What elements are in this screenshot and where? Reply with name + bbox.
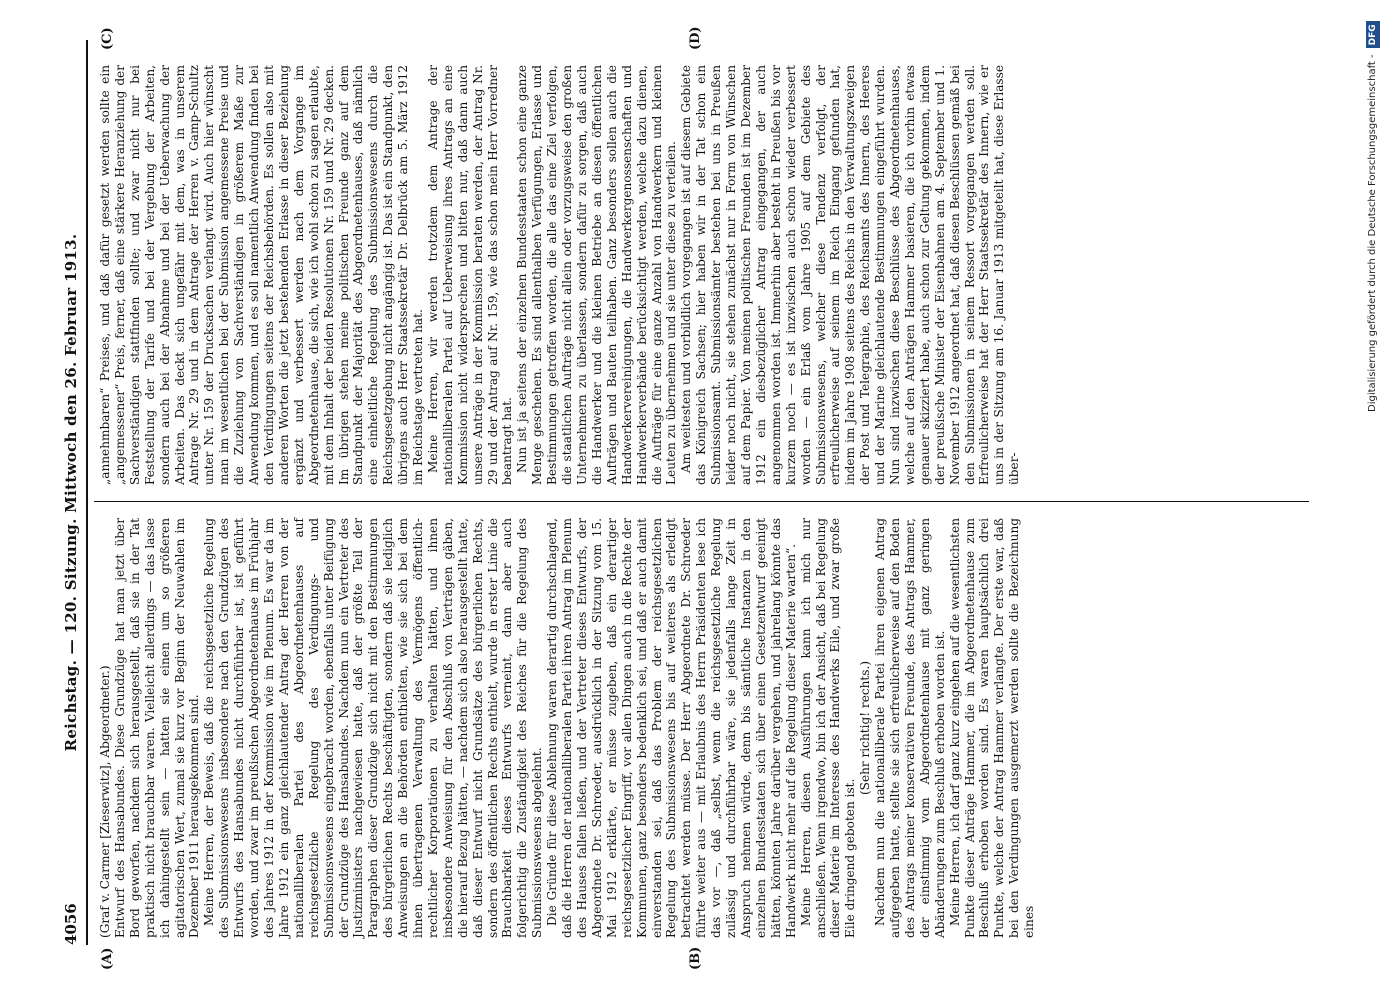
right-column: [98, 65, 1022, 485]
column-divider: [94, 501, 1309, 502]
margin-marker-b: (B): [688, 946, 703, 970]
margin-marker-c: (C): [100, 27, 115, 50]
page-content: [60, 0, 1320, 1000]
funding-note-text: Digitalisierung gefördert durch die Deutsche Forschungsgemeinschaft -: [1367, 54, 1378, 412]
header-rule: [86, 40, 88, 945]
paragraph: „annehmbaren“ Preises, und daß dafür gesetzt werden sollte ein „angemessener“ Preis, ferner, daß eine stärkere Heranziehung der Sachverständigen stattfinden sollte; und zwar nicht nur bei Feststellung der Tarife und bei der Vergebung der Arbeiten, sondern auch bei der Abnahme und bei der Ueberwachung der Arbeiten. Das deckt sich ungefähr mit dem, was in unserem Antrage Nr. 29 und in dem Antrage der Herren v. Gamp-Schultz unter Nr. 159 der Drucksachen verlangt wird. Auch hier wünscht man im wesentlichen bei der Submission angemessene Preise und die Zuziehung von Sachverständigen in größerem Maße zur Anwendung kommen, und es soll namentlich Anwendung finden bei den Verdingungen seitens der Reichsbehörden. Es sollen also mit anderen Worten die jetzt bestehenden Erlasse in dieser Beziehung ergänzt und verbessert werden nach dem Vorgange im Abgeordnetenhause, die sich, wie ich wohl schon zu sagen erlaubte, mit dem Inhalt der beiden Resolutionen Nr. 159 und Nr. 29 decken. Im übrigen stehen meine politischen Freunde ganz auf dem Standpunkt der Majorität des Abgeordnetenhauses, daß nämlich eine einheitliche Regelung des Submissionswesens durch die Reichsgesetzgebung nicht angängig ist. Das ist ein Standpunkt, den übrigens auch Herr Staatssekretär Dr. Delbrück am 5. März 1912 im Reichstage vertreten hat.: [98, 65, 426, 485]
page-number: 4056: [62, 903, 80, 945]
paragraph: Nachdem nun die nationalliberale Partei ihren eigenen Antrag aufgegeben hatte, stellte sie sich erfreulicherweise auf den Boden des Antrags meiner konservativen Freunde, des Antrags Hammer, der einstimmig vom Abgeordnetenhause mit ganz geringen Abänderungen zum Beschluß erhoben worden ist.: [873, 518, 947, 938]
speaker-attribution: (Graf v. Carmer [Zieserwitz], Abgeordneter.): [98, 665, 112, 938]
paragraph: Meine Herren, der Beweis, daß die reichsgesetzliche Regelung des Submissionswesens insbesondere nach den Grundzügen des Entwurfs des Hansabundes nicht durchführbar ist, ist geführt worden, und zwar im preußischen Abgeordnetenhause im Frühjahr des Jahres 1912 in der Kommission wie im Plenum. Es war da im Jahre 1912 ein ganz gleichlautender Antrag der Herren von der nationalliberalen Partei des Abgeordnetenhauses auf reichsgesetzliche Regelung des Verdingungs- und Submissionswesens eingebracht worden, ebenfalls unter Beifügung der Grundzüge des Hansabundes. Nachdem nun ein Vertreter des Justizministers nachgewiesen hatte, daß der größte Teil der Paragraphen dieser Grundzüge sich nicht mit den Bestimmungen des bürgerlichen Rechts beschäftigten, sondern daß sie lediglich Anweisungen an die Behörden enthielten, wie sie sich bei dem ihnen übertragenen Verwaltung des Vermögens öffentlich-rechtlicher Korporationen zu verhalten hätten, und ihnen insbesondere Anweisung für den Abschluß von Verträgen gäben, die hierauf Bezug hätten, — nachdem sich also herausgestellt hatte, daß dieser Entwurf nicht Grundsätze des bürgerlichen Rechts, sondern des öffentlichen Rechts enthielt, wurde in erster Linie die Brauchbarkeit dieses Entwurfs verneint, dann aber auch folgerichtig die Zuständigkeit des Reiches für die Regelung des Submissionswesens abgelehnt.: [202, 518, 545, 938]
funding-note: [1362, 12, 1383, 412]
interjection: (Sehr richtig! rechts.): [858, 660, 873, 796]
paragraph: Nun ist ja seitens der einzelnen Bundesstaaten schon eine ganze Menge geschehen. Es sind allenthalben Verfügungen, Erlasse und Bestimmungen getroffen worden, die alle das eine Ziel verfolgen, die staatlichen Aufträge nicht allein oder vorzugsweise den großen Unternehmern zu überlassen, sondern dafür zu sorgen, daß auch die Handwerker und die kleinen Betriebe an diesen öffentlichen Aufträgen und Bauten teilhaben. Ganz besonders sollen auch die Handwerkervereinigungen, die Handwerkergenossenschaften und Handwerkerverbände berücksichtigt werden, welche dazu dienen, die Aufträge für eine ganze Anzahl von Handwerkern und kleinen Leuten zu übernehmen und sie unter diese zu verteilen.: [515, 65, 679, 485]
margin-marker-d: (D): [688, 26, 703, 50]
paragraph: Meine Herren, wir werden trotzdem dem Antrage der nationalliberalen Partei auf Ueberweisung ihres Antrags an eine Kommission nicht widersprechen und bitten nur, daß dann auch unsere Anträge in der Kommission beraten werden, der Antrag Nr. 29 und der Antrag auf Nr. 159, wie das schon mein Herr Vorredner beantragt hat.: [425, 65, 515, 485]
paragraph: Meine Herren, ich darf ganz kurz eingehen auf die wesentlichsten Punkte dieser Anträge Hammer, die im Abgeordnetenhause zum Beschluß erhoben worden sind. Es waren hauptsächlich drei Punkte, welche der Antrag Hammer verlangte. Der erste war, daß bei den Verdingungen ausgemerzt werden sollte die Bezeichnung eines: [947, 518, 1037, 938]
page-header: [60, 40, 90, 945]
page-title: Reichstag. — 120. Sitzung. Mittwoch den 26. Februar 1913.: [62, 233, 80, 752]
paragraph: Meine Herren, diesen Ausführungen kann ich mich nur anschließen. Wenn irgendwo, bin ich der Ansicht, daß bei Regelung dieser Materie im Interesse des Handwerks Eile, und zwar große Eile dringend geboten ist.: [798, 518, 858, 938]
left-column: [98, 518, 1037, 938]
margin-marker-a: (A): [100, 947, 115, 970]
dfg-logo: DFG: [1366, 21, 1380, 48]
paragraph: Die Gründe für diese Ablehnung waren derartig durchschlagend, daß die Herren der nationalliberalen Partei ihren Antrag im Plenum des Hauses fallen ließen, und der Vertreter dieses Entwurfs, der Abgeordnete Dr. Schroeder, ausdrücklich in der Sitzung vom 15. Mai 1912 erklärte, er müsse zugeben, daß ein derartiger reichsgesetzlicher Eingriff, vor allen Dingen auch in die Rechte der Kommunen, ganz besonders bedenklich sei, und daß er auch damit einverstanden sei, daß das Problem der reichsgesetzlichen Regelung des Submissionswesens bis auf weiteres als erledigt betrachtet werden müsse. Der Herr Abgeordnete Dr. Schroeder führte weiter aus — mit Erlaubnis des Herrn Präsidenten lese ich das vor —, daß „selbst, wenn die reichsgesetzliche Regelung zulässig und durchführbar wäre, sie jedenfalls lange Zeit in Anspruch nehmen würde, denn bis sämtliche Instanzen in den einzelnen Bundesstaaten sich über einen Gesetzentwurf geeinigt hätten, könnten Jahre darüber vergehen, und jahrelang könnte das Handwerk nicht mehr auf die Regelung dieser Materie warten“.: [545, 518, 798, 938]
paragraph: Entwurf des Hansabundes. Diese Grundzüge hat man jetzt über Bord geworfen, nachdem sich herausgestellt, daß sie in der Tat praktisch nicht brauchbar waren. Vielleicht allerdings — das lasse ich dahingestellt sein — hatten sie einen um so größeren agitatorischen Wert, zumal sie kurz vor Beginn der Neuwahlen im Dezember 1911 herausgekommen sind.: [112, 518, 202, 938]
funding-note-text-wrap: [1362, 12, 1383, 412]
paragraph: Am weitesten und vorbildlich vorgegangen ist auf diesem Gebiete das Königreich Sachsen; hier haben wir in der Tat schon ein Submissionsamt. Submissionsämter bestehen bei uns in Preußen leider noch nicht, sie stehen zunächst nur in Form von Wünschen auf dem Papier. Von meinen politischen Freunden ist im Dezember 1912 ein diesbezüglicher Antrag eingegangen, der auch angenommen worden ist. Immerhin aber besteht in Preußen bis vor kurzem noch — es ist inzwischen auch schon wieder verbessert worden — ein Erlaß vom Jahre 1905 auf dem Gebiete des Submissionswesens, welcher diese Tendenz verfolgt, der erfreulicherweise auf seinem im Reich Eingang gefunden hat, indem im Jahre 1908 seitens des Reichs in den Verwaltungszweigen der Post und Telegraphie, des Reichsamts des Innern, des Heeres und der Marine gleichlautende Bestimmungen eingeführt wurden. Nun sind inzwischen diese Beschlüsse des Abgeordnetenhauses, welche auf den Anträgen Hammer basieren, die ich vorhin etwas genauer skizziert habe, auch schon zur Geltung gekommen, indem der preußische Minister der Eisenbahnen am 4. September und 1. November 1912 angeordnet hat, daß diesen Beschlüssen gemäß bei den Submissionen in seinem Ressort vorgegangen werden soll. Erfreulicherweise hat der Herr Staatssekretär des Innern, wie er uns in der Sitzung am 16. Januar 1913 mitgeteilt hat, diese Erlasse über-: [679, 65, 1022, 485]
